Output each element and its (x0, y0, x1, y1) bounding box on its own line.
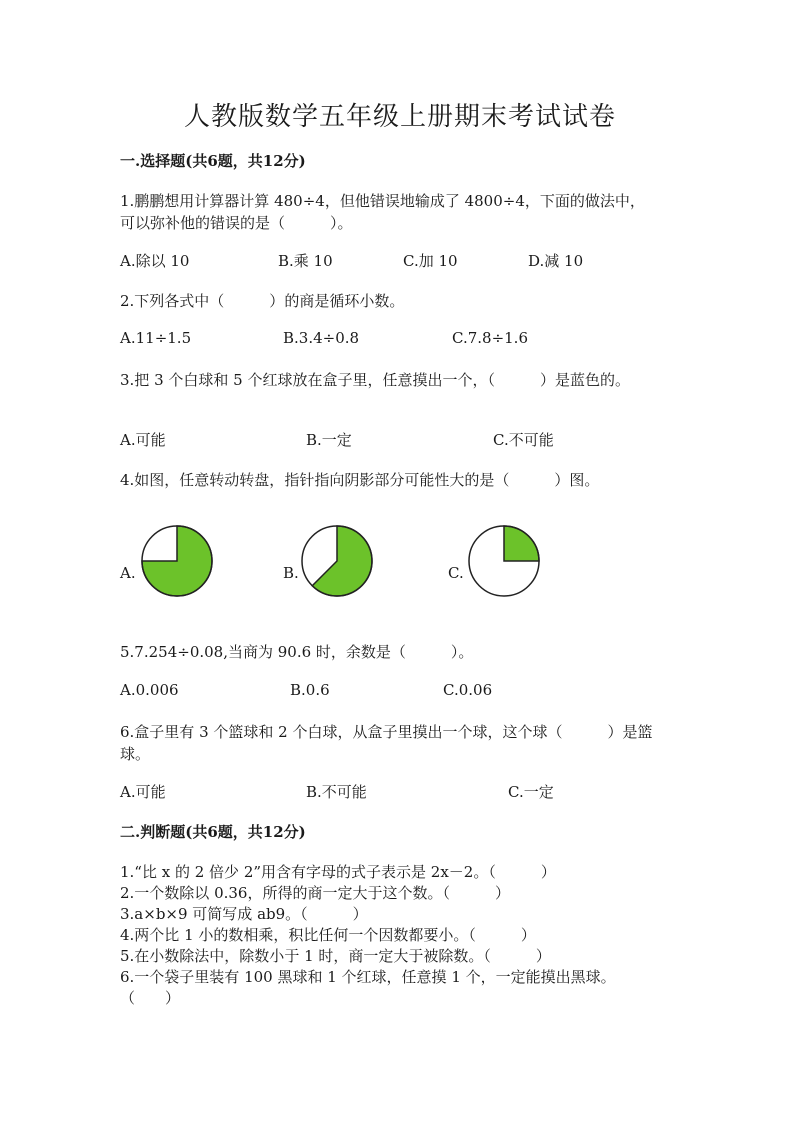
judge-item-6-line-2: （ ） (120, 989, 181, 1007)
question-4-option-b: B. (283, 564, 299, 582)
question-4-stem: 4.如图，任意转动转盘，指针指向阴影部分可能性大的是（ ）图。 (120, 471, 600, 489)
question-2-option-a: A.11÷1.5 (120, 329, 192, 347)
question-2-stem: 2.下列各式中（ ）的商是循环小数。 (120, 292, 405, 310)
question-2-option-c: C.7.8÷1.6 (452, 329, 528, 347)
question-1-option-a: A.除以 10 (120, 252, 190, 270)
question-5-option-c: C.0.06 (443, 681, 493, 699)
question-4-option-c: C. (448, 564, 464, 582)
section-heading-true-false: 二.判断题(共6题，共12分) (120, 823, 306, 841)
judge-item-6: 6.一个袋子里装有 100 黑球和 1 个红球，任意摸 1 个，一定能摸出黑球。 (120, 968, 616, 986)
question-1-option-b: B.乘 10 (278, 252, 333, 270)
question-4-option-a: A. (120, 564, 136, 582)
question-6-option-a: A.可能 (120, 783, 166, 801)
judge-item-1: 1.“比 x 的 2 倍少 2”用含有字母的式子表示是 2x－2。（ ） (120, 863, 556, 881)
question-5-stem: 5.7.254÷0.08,当商为 90.6 时，余数是（ ）。 (120, 643, 474, 661)
question-6-line-2: 球。 (120, 745, 151, 763)
question-6-option-c: C.一定 (508, 783, 554, 801)
question-2-option-b: B.3.4÷0.8 (283, 329, 360, 347)
question-1-option-c: C.加 10 (403, 252, 458, 270)
question-5-option-a: A.0.006 (120, 681, 179, 699)
spinner-a-pie-icon (139, 523, 215, 599)
spinner-c-pie-icon (466, 523, 542, 599)
question-1-line-1: 1.鹏鹏想用计算器计算 480÷4，但他错误地输成了 4800÷4，下面的做法中， (120, 192, 645, 210)
page-title: 人教版数学五年级上册期末考试试卷 (183, 102, 616, 132)
question-3-option-a: A.可能 (120, 431, 166, 449)
question-3-option-b: B.一定 (306, 431, 352, 449)
judge-item-5: 5.在小数除法中，除数小于 1 时，商一定大于被除数。（ ） (120, 947, 551, 965)
question-1-option-d: D.减 10 (528, 252, 584, 270)
judge-item-3: 3.a×b×9 可简写成 ab9。（ ） (120, 905, 368, 923)
spinner-b-pie-icon (299, 523, 375, 599)
judge-item-4: 4.两个比 1 小的数相乘，积比任何一个因数都要小。（ ） (120, 926, 536, 944)
question-3-option-c: C.不可能 (493, 431, 554, 449)
spinner-b-shaded-sector (312, 526, 372, 596)
question-1-line-2: 可以弥补他的错误的是（ ）。 (120, 214, 353, 232)
judge-item-2: 2.一个数除以 0.36，所得的商一定大于这个数。（ ） (120, 884, 510, 902)
question-6-option-b: B.不可能 (306, 783, 367, 801)
section-heading-multiple-choice: 一.选择题(共6题，共12分) (120, 152, 306, 170)
question-6-line-1: 6.盒子里有 3 个篮球和 2 个白球，从盒子里摸出一个球，这个球（ ）是篮 (120, 723, 653, 741)
question-3-stem: 3.把 3 个白球和 5 个红球放在盒子里，任意摸出一个，（ ）是蓝色的。 (120, 371, 630, 389)
question-5-option-b: B.0.6 (290, 681, 330, 699)
